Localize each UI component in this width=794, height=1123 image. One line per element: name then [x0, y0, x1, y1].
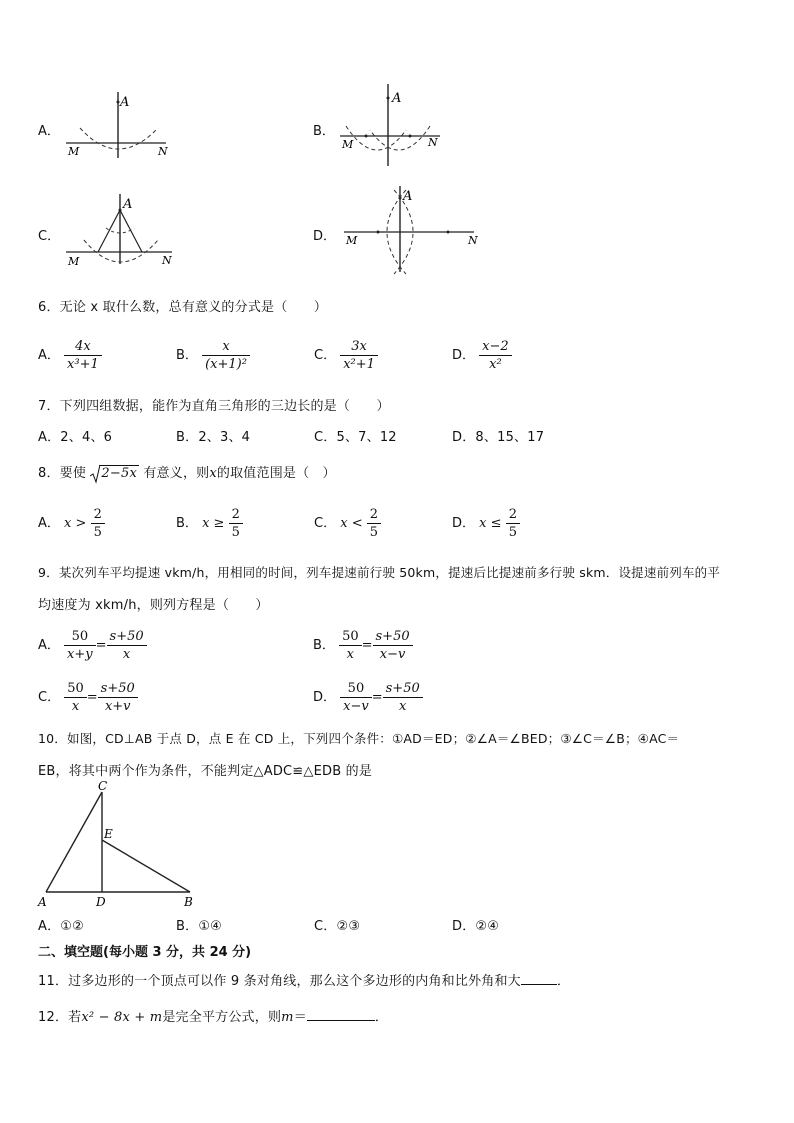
q5-option-c-figure — [60, 188, 180, 268]
q5-option-a-letter: A． — [38, 124, 60, 139]
q10-label-c: C — [98, 779, 108, 793]
q7-stem: 7．下列四组数据，能作为直角三角形的三边长的是（ ） — [38, 399, 390, 414]
q5-option-d-figure — [338, 184, 486, 278]
q8-radical: 2−5x — [90, 466, 139, 481]
q7-option-b: B．2、3、4 — [176, 430, 251, 445]
q9-option-d: D． $\frac{50}{x-v}$ = $\frac{s+50}{x}$ — [313, 680, 423, 715]
q10-label-e: E — [104, 827, 113, 841]
q5-b-label-n: N — [428, 136, 438, 149]
q8-option-c: C． x < $\frac{2}{5}$ — [314, 506, 381, 541]
q8-stem: 8．要使 2−5x 有意义，则x的取值范围是（ ） — [38, 462, 336, 481]
q12-answer-blank[interactable] — [307, 1020, 375, 1021]
q10-label-a: A — [38, 895, 47, 909]
q7-option-c: C．5、7、12 — [314, 430, 397, 445]
q11-answer-blank[interactable] — [521, 984, 557, 985]
q6-a-letter: A． — [38, 348, 60, 363]
q5-option-b-figure — [336, 82, 446, 170]
q5-a-label-a: A — [120, 95, 130, 110]
q5-b-label-a: A — [392, 91, 402, 106]
q10-label-d: D — [96, 895, 106, 909]
q6-c-fraction: $\frac{3x}{\text{x²+1}}$ — [340, 338, 378, 373]
q6-option-c — [314, 338, 378, 373]
q5-option-d-letter: D． — [313, 229, 337, 244]
q10-stem-line1: 10．如图，CD⊥AB 于点 D，点 E 在 CD 上，下列四个条件：①AD＝ED；②∠A＝∠BED；③∠C＝∠B；④AC＝ — [38, 731, 680, 746]
q10-option-d: D．②④ — [452, 919, 500, 934]
q7-option-d: D．8、15、17 — [452, 430, 545, 445]
sqrt-icon — [90, 464, 100, 484]
q9-stem-line2: 均速度为 xkm/h，则列方程是（ ） — [38, 598, 269, 613]
q6-d-letter: D． — [452, 348, 476, 363]
q6-option-a — [38, 338, 102, 373]
q10-option-b: B．①④ — [176, 919, 223, 934]
q5-d-label-a: A — [403, 189, 413, 204]
q6-option-d — [452, 338, 512, 373]
q9-option-a: A． $\frac{50}{x+y}$ = $\frac{s+50}{x}$ — [38, 628, 147, 663]
q5-c-label-a: A — [123, 197, 133, 212]
q5-a-label-n: N — [158, 145, 168, 158]
q8-option-a: A． x > $\frac{2}{5}$ — [38, 506, 105, 541]
q10-label-b: B — [184, 895, 193, 909]
q8-option-b: B． x ≥ $\frac{2}{5}$ — [176, 506, 243, 541]
q6-d-fraction: $\frac{x-2}{\text{x²}}$ — [479, 338, 512, 373]
q5-option-a-figure — [60, 88, 172, 160]
q6-a-fraction: $\frac{4x}{\text{x³+1}}$ — [64, 338, 102, 373]
q9-option-b: B． $\frac{50}{x}$ = $\frac{s+50}{x-v}$ — [313, 628, 413, 663]
q6-b-letter: B． — [176, 348, 198, 363]
q5-option-b-letter: B． — [313, 124, 335, 139]
q9-stem-line1: 9．某次列车平均提速 vkm/h，用相同的时间，列车提速前行驶 50km，提速后比提速前多行驶 skm．设提速前列车的平 — [38, 565, 721, 580]
q10-stem-line2: EB，将其中两个作为条件，不能判定△ADC≌△EDB 的是 — [38, 764, 373, 779]
q10-triangle-figure — [34, 778, 204, 910]
q5-d-label-m: M — [346, 234, 358, 247]
q12: 12．若x² − 8x + m是完全平方公式，则m＝ ． — [38, 1010, 389, 1025]
q6-stem: 6．无论 x 取什么数，总有意义的分式是（ ） — [38, 300, 328, 315]
q5-a-label-m: M — [68, 145, 80, 158]
q10-option-c: C．②③ — [314, 919, 361, 934]
q5-b-label-m: M — [342, 138, 354, 151]
q11: 11．过多边形的一个顶点可以作 9 条对角线，那么这个多边形的内角和比外角和大 ． — [38, 974, 571, 989]
q5-c-label-n: N — [162, 254, 172, 267]
q6-b-fraction: $\frac{x}{\text{(x+1)²}}$ — [202, 338, 250, 373]
q8-option-d: D． x ≤ $\frac{2}{5}$ — [452, 506, 520, 541]
q5-option-c-letter: C． — [38, 229, 61, 244]
q5-d-label-n: N — [468, 234, 478, 247]
section-2-title: 二、填空题(每小题 3 分，共 24 分) — [38, 945, 252, 960]
q6-c-letter: C． — [314, 348, 337, 363]
q9-option-c: C． $\frac{50}{x}$ = $\frac{s+50}{x+v}$ — [38, 680, 138, 715]
q6-option-b — [176, 338, 250, 373]
q7-option-a: A．2、4、6 — [38, 430, 113, 445]
q5-c-label-m: M — [68, 255, 80, 268]
q10-option-a: A．①② — [38, 919, 85, 934]
